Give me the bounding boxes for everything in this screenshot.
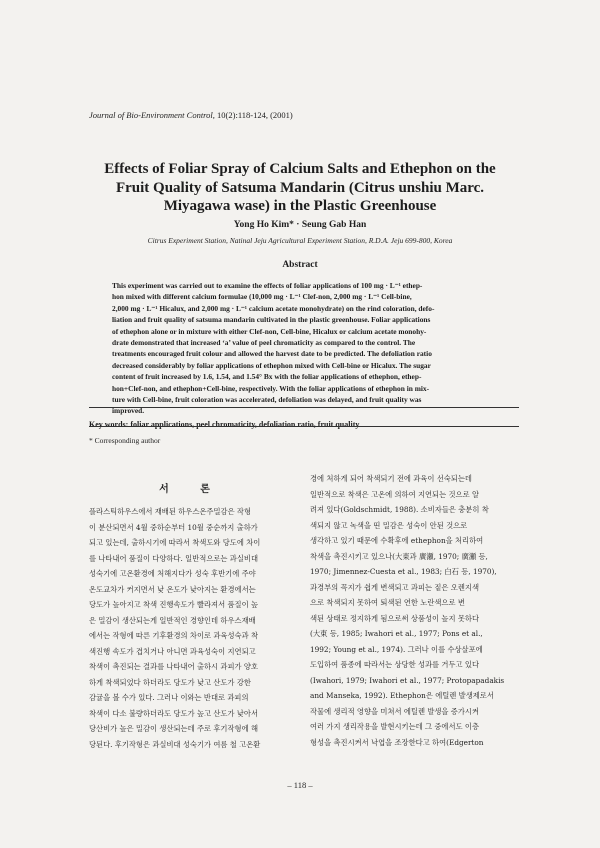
body-line: 착색이 다소 불량하더라도 당도가 높고 산도가 낮아서 [89,708,258,718]
abstract-line: liation and fruit quality of satsuma mandarin cultivated in the plastic greenhouse. Foliar applications [112,315,431,325]
abstract-line: decreased considerably by foliar applications of ethephon mixed with Cell-bine or Hicalux. The sugar [112,360,431,370]
body-line: 은 밀감이 생산되는게 일반적인 경향인데 하우스재배 [89,615,256,625]
body-line: 작물에 생리적 영향을 미쳐서 에틸렌 발생을 증가시켜 [310,706,479,716]
body-line: 되고 있는데, 출하시기에 따라서 착색도와 당도에 차이 [89,538,261,547]
abstract-line: content of fruit increased by 1.6, 1.54, and 1.54° Bx with the foliar applications of ethephon, ethep- [112,372,422,382]
body-line: 당산비가 높은 밀감이 생산되는데 주로 후기작형에 해 [89,724,258,733]
body-line: 성숙기에 고온환경에 처해지다가 성숙 후반기에 주야 [89,569,256,578]
body-line: 경에 처하게 되어 착색되기 전에 과육이 선숙되는데 [310,474,472,483]
body-line: 플라스틱하우스에서 재배된 하우스온주밀감은 작형 [89,507,252,516]
abstract-line: treatments encouraged fruit colour and allowed the harvest date to be predicted. The defoliation ratio [112,349,432,359]
title-line: Effects of Foliar Spray of Calcium Salts and Ethephon on the [104,161,496,177]
abstract-line: This experiment was carried out to examine the effects of foliar applications of 100 mg · L⁻¹ ethep- [112,281,423,290]
body-line: (Iwahori, 1979; Iwahori et al., 1977; Protopapadakis [310,675,505,685]
body-line: 과경부의 꼭지가 쉽게 변색되고 과피는 짙은 오렌지색 [310,582,479,592]
abstract-body [112,280,522,417]
body-line: 당도가 높아지고 착색 진행속도가 빨라져서 품질이 높 [89,600,258,609]
body-line: 착색이 촉진되는 결과를 나타내어 출하시 과피가 양호 [89,662,258,671]
body-line: 려져 있다(Goldschmidt, 1988). 소비자들은 충분히 착 [310,505,489,514]
body-line: 1992; Young et al., 1974). 그러나 이를 수상살포에 [310,644,483,654]
title-line: Miyagawa wase) in the Plastic Greenhouse [163,198,437,214]
divider-top [89,407,519,408]
body-line: 당된다. 후기작형은 과실비대 성숙기가 여름 철 고온환 [89,739,261,749]
body-line: 에서는 작형에 따른 기후환경의 차이로 과육성숙과 착 [89,631,258,640]
body-line: 를 나타내어 품질이 다양하다. 일반적으로는 과실비대 [89,553,258,563]
body-line: 일반적으로 착색은 고온에 의하여 지연되는 것으로 알 [310,489,479,499]
title-line: Fruit Quality of Satsuma Mandarin (Citrus unshiu Marc. [115,179,485,196]
body-line: 도입하여 품종에 따라서는 상당한 성과를 거두고 있다 [310,660,479,669]
affiliation: Citrus Experiment Station, Natinal Jeju Agricultural Experiment Station, R.D.A. Jeju 699-800, Korea [147,236,453,245]
keywords: Key words: foliar applications, peel chromaticity, defoliation ratio, fruit quality [89,420,360,429]
body-line: and Manseka, 1992). Ethephon은 에틸렌 발생제로서 [310,691,494,700]
page-number: – 118 – [287,780,313,790]
journal-name: Journal of Bio-Environment Control, [89,110,215,120]
body-column-left [89,504,297,752]
authors: Yong Ho Kim* · Seung Gab Han [233,220,367,230]
journal-citation [89,110,293,120]
body-line: 하게 착색되었다 하더라도 당도가 낮고 산도가 강한 [89,677,251,687]
abstract-line: 2,000 mg · L⁻¹ Hicalux, and 2,000 mg · L⁻¹ calcium acetate monohydrate) on the rind coloration, defo- [112,303,435,313]
section-heading: 서 론 [159,484,224,495]
abstract-line: ture with Cell-bine, fruit coloration was accelerated, defoliation was delayed, and fruit quality was [112,395,422,405]
body-line: 으로 착색되지 못하여 퇴색된 연한 노란색으로 변 [310,598,465,607]
journal-volume: 10(2):118-124, (2001) [217,110,293,120]
abstract-line: hon mixed with different calcium formulae (10,000 mg · L⁻¹ Clef-non, 2,000 mg · L⁻¹ Cell-bine, [112,292,412,302]
abstract-line: improved. [112,406,145,416]
body-line: (大東 등, 1985; Iwahori et al., 1977; Pons et al., [310,629,483,638]
body-line: 착색을 촉진시키고 있으나(大東과 廣瀬, 1970; 廣瀬 등, [310,551,488,561]
body-line: 생각하고 있기 때문에 수확후에 ethephon을 처리하여 [310,536,484,545]
body-line: 색된 상태로 정지하게 됨으로써 상품성이 높지 못하다 [310,613,479,623]
body-column-right [310,471,518,750]
paper-title [80,160,520,216]
abstract-line: hon+Clef-non, and ethephon+Cell-bine, respectively. With the foliar applications of ethephon in mix- [112,383,430,393]
body-line: 색되지 않고 녹색을 띤 밀감은 성숙이 안된 것으로 [310,520,468,530]
abstract-heading: Abstract [282,260,318,270]
body-line: 형성을 촉진시켜서 낙엽을 조장한다고 하여(Edgerton [310,737,484,747]
abstract-line: drate demonstrated that increased ‘a’ value of peel chromaticity as compared to the control. The [112,338,416,348]
body-line: 여러 가지 생리작용을 발현시키는데 그 중에서도 이층 [310,722,479,731]
body-line: 이 분산되면서 4월 중하순부터 10월 중순까지 출하가 [89,522,258,532]
divider-bottom [89,426,519,427]
body-line: 온도교차가 커지면서 낮 온도가 낮아지는 환경에서는 [89,584,256,594]
body-line: 감귤을 볼 수가 있다. 그러나 이와는 반대로 과피의 [89,693,249,702]
body-line: 1970; Jimennez-Cuesta et al., 1983; 白石 등, 1970), [310,567,497,576]
corresponding-author-note: * Corresponding author [89,436,161,445]
abstract-line: of ethephon alone or in mixture with either Clef-non, Cell-bine, Hicalux or calcium acetate monohy- [112,326,427,336]
body-line: 색진행 속도가 겹치거나 아니면 과육성숙이 지연되고 [89,646,256,656]
